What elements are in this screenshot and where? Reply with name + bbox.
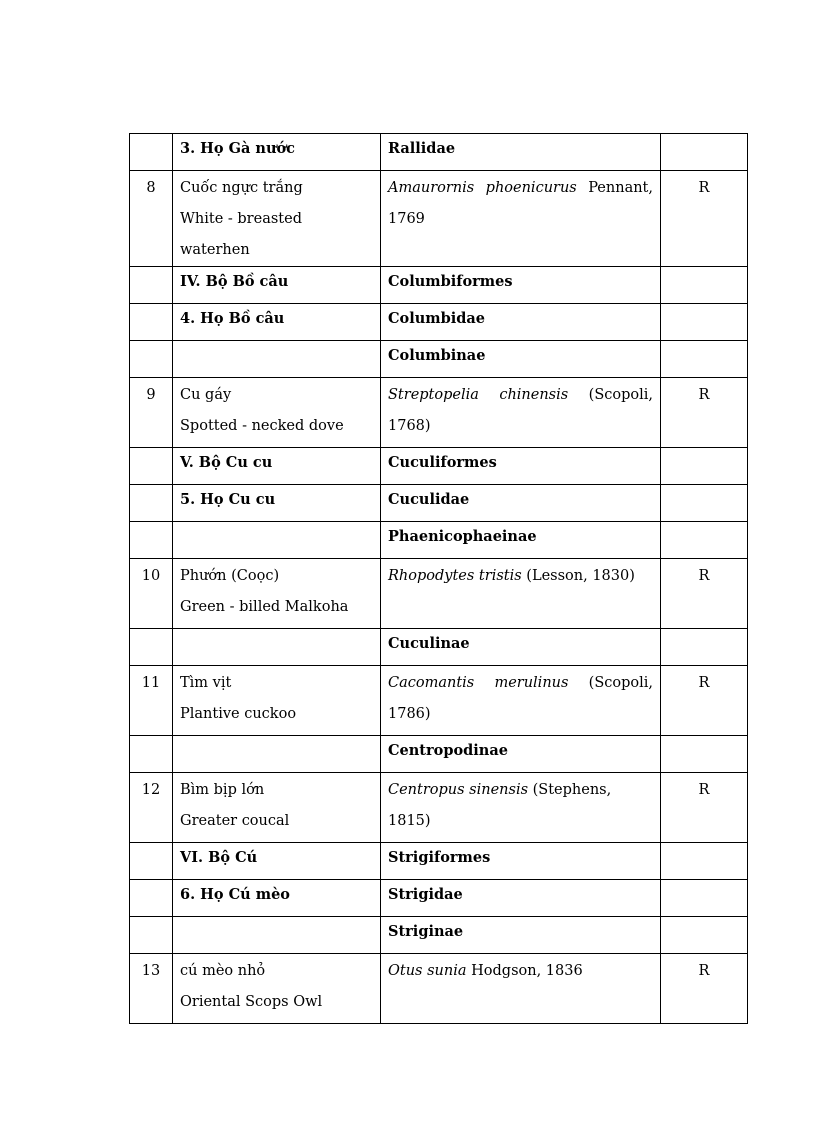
species-row: [130, 171, 748, 267]
scientific-name: Cacomantis merulinus: [388, 675, 569, 691]
taxon-name: 6. Họ Cú mèo: [180, 886, 290, 903]
taxon-scientific: Columbidae: [388, 310, 486, 327]
authority: Pennant,: [588, 180, 653, 196]
species-row: [130, 559, 748, 629]
vietnamese-name: Phướn (Coọc): [180, 568, 280, 584]
taxon-row: [130, 917, 748, 954]
vietnamese-name: cú mèo nhỏ: [180, 963, 266, 979]
taxon-scientific: Cuculiformes: [388, 454, 497, 471]
taxon-name: 4. Họ Bồ câu: [180, 310, 285, 327]
authority-year: 1768): [388, 418, 431, 434]
taxon-row: [130, 485, 748, 522]
taxon-row: [130, 522, 748, 559]
species-number: 10: [141, 568, 161, 584]
english-name: Plantive cuckoo: [180, 706, 297, 722]
status-code: R: [698, 782, 710, 798]
authority-year: 1786): [388, 706, 431, 722]
scientific-name: Amaurornis phoenicurus: [388, 180, 577, 196]
status-code: R: [698, 387, 710, 403]
english-name: Green - billed Malkoha: [180, 599, 349, 615]
taxon-name: V. Bộ Cu cu: [180, 454, 273, 471]
scientific-name: Centropus sinensis: [388, 782, 529, 798]
species-number: 13: [141, 963, 161, 979]
authority: (Lesson, 1830): [526, 568, 635, 584]
vietnamese-name: Cuốc ngực trắng: [180, 180, 303, 196]
taxon-scientific: Cuculinae: [388, 635, 470, 652]
species-number: 11: [141, 675, 161, 691]
taxon-name: IV. Bộ Bồ câu: [180, 273, 289, 290]
english-name: Oriental Scops Owl: [180, 994, 323, 1010]
status-code: R: [698, 675, 710, 691]
english-name: Greater coucal: [180, 813, 290, 829]
taxon-row: [130, 134, 748, 171]
species-row: [130, 954, 748, 1024]
species-row: [130, 773, 748, 843]
species-row: [130, 666, 748, 736]
species-row: [130, 378, 748, 448]
taxon-scientific: Centropodinae: [388, 742, 508, 759]
scientific-name: Rhopodytes tristis: [388, 568, 522, 584]
vietnamese-name: Cu gáy: [180, 387, 232, 403]
status-code: R: [698, 180, 710, 196]
english-name: White - breasted waterhen: [180, 211, 302, 258]
species-number: 8: [146, 180, 156, 196]
species-number: 9: [146, 387, 156, 403]
authority: Hodgson, 1836: [471, 963, 583, 979]
taxon-row: [130, 843, 748, 880]
vietnamese-name: Bìm bịp lớn: [180, 782, 265, 798]
taxon-name: 5. Họ Cu cu: [180, 491, 276, 508]
taxon-scientific: Rallidae: [388, 140, 456, 157]
taxon-row: [130, 629, 748, 666]
authority: (Stephens, 1815): [388, 782, 612, 829]
taxon-scientific: Strigidae: [388, 886, 463, 903]
taxon-row: [130, 448, 748, 485]
taxon-scientific: Columbiformes: [388, 273, 513, 290]
taxon-row: [130, 341, 748, 378]
taxon-scientific: Columbinae: [388, 347, 486, 364]
taxon-row: [130, 267, 748, 304]
taxon-row: [130, 304, 748, 341]
status-code: R: [698, 963, 710, 979]
scientific-name: Otus sunia: [388, 963, 467, 979]
authority-year: 1769: [388, 211, 425, 227]
species-number: 12: [141, 782, 161, 798]
authority: (Scopoli,: [588, 675, 653, 691]
taxon-row: [130, 736, 748, 773]
taxon-scientific: Cuculidae: [388, 491, 470, 508]
taxon-scientific: Phaenicophaeinae: [388, 528, 537, 545]
status-code: R: [698, 568, 710, 584]
english-name: Spotted - necked dove: [180, 418, 344, 434]
vietnamese-name: Tìm vịt: [180, 675, 232, 691]
taxon-scientific: Strigiformes: [388, 849, 491, 866]
taxon-scientific: Striginae: [388, 923, 464, 940]
scientific-name: Streptopelia chinensis: [388, 387, 569, 403]
authority: (Scopoli,: [588, 387, 653, 403]
species-table: [129, 133, 748, 1024]
taxon-row: [130, 880, 748, 917]
taxon-name: VI. Bộ Cú: [180, 849, 258, 866]
taxon-name: 3. Họ Gà nước: [180, 140, 296, 157]
